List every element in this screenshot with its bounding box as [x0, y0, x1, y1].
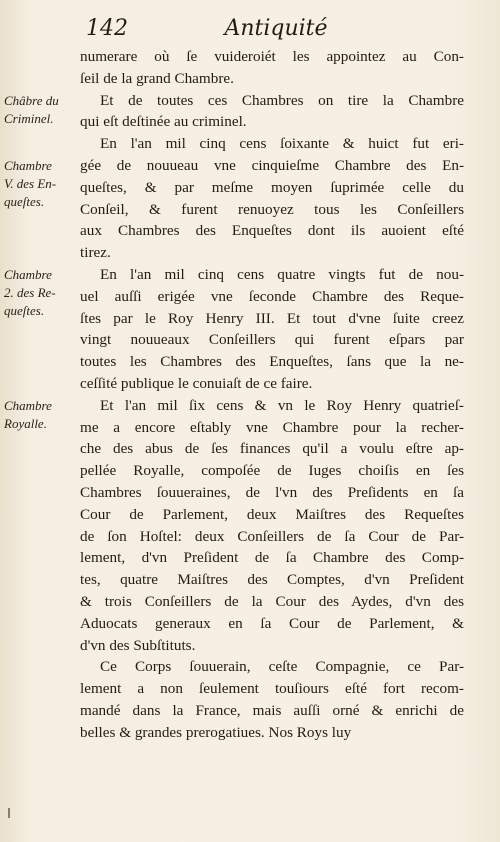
text-line: Conſeil, & furent renuoyez tous les Conſeillers	[80, 200, 464, 218]
text-line: belles & grandes prerogatiues. Nos Roys luy	[80, 723, 352, 741]
margin-note-line: Criminel.	[4, 110, 54, 126]
text-line: Chambres ſouueraines, de l'vn des Preſidents en ſa	[80, 483, 464, 501]
text-line: pellée Royalle, compoſée de Iuges choiſis en ſes	[80, 462, 464, 480]
page-mark	[8, 808, 10, 818]
text-line: gée de nouueau vne cinquieſme Chambre des En-	[80, 156, 464, 174]
margin-note-line: queſtes.	[4, 194, 45, 209]
text-line: ceſſité publique le conuiaſt de ce faire.	[80, 374, 313, 392]
text-line: ſtes par le Roy Henry III. Et tout d'vne ſuite creez	[80, 309, 464, 327]
text-line: me a encore eſtably vne Chambre pour la recher-	[80, 418, 464, 436]
text-line: de ſon Hoſtel: deux Conſeillers de ſa Cour de Par-	[80, 527, 464, 545]
margin-note-line: 2. des Re-	[4, 285, 56, 300]
margin-note-line: Chambre	[4, 267, 52, 282]
margin-note-line: V. des En-	[4, 176, 57, 191]
margin-note-line: Châbre du	[4, 92, 59, 108]
text-line: lement, d'vn Preſident de ſa Chambre des Comp-	[80, 549, 464, 567]
text-line: Ce Corps ſouuerain, ceſte Compagnie, ce Par-	[100, 658, 464, 676]
page-header	[86, 14, 466, 44]
text-line: aux Chambres des Enqueſtes dont ils auoient eſté	[80, 222, 464, 240]
text-line: numerare où ſe vuideroiét les appointez au Con-	[80, 48, 464, 65]
margin-note	[4, 92, 78, 128]
margin-note	[4, 266, 78, 320]
text-line: che des abus de ſes finances qu'il a voulu eſtre ap-	[80, 440, 464, 458]
text-line: lement a non ſeulement touſiours eſté fort recom-	[80, 680, 464, 698]
margin-note-line: Chambre	[4, 397, 52, 413]
text-line: uel auſſi erigée vne ſeconde Chambre des Reque-	[80, 287, 464, 305]
text-line: En l'an mil cinq cens quatre vingts fut de nou-	[100, 265, 464, 283]
text-line: Aduocats generaux en ſa Cour de Parlement, &	[80, 614, 464, 632]
margin-note-line: Royalle.	[4, 415, 47, 431]
text-line: tirez.	[80, 244, 111, 262]
margin-note	[4, 397, 78, 433]
margin-note-line: Chambre	[4, 158, 52, 173]
text-line: ſeil de la grand Chambre.	[80, 69, 234, 87]
page-number: 142	[86, 16, 128, 41]
margin-note-line: queſtes.	[4, 303, 45, 318]
text-line: Et l'an mil ſix cens & vn le Roy Henry quatrieſ-	[100, 396, 464, 414]
running-title: Antiquité	[224, 16, 328, 41]
text-line: En l'an mil cinq cens ſoixante & huict fut eri-	[100, 135, 464, 153]
text-line: toutes les Chambres des Enqueſtes, ſans que la ne-	[80, 353, 464, 371]
text-line: qui eſt deſtinée au criminel.	[80, 113, 247, 131]
text-line: Et de toutes ces Chambres on tire la Chambre	[100, 91, 464, 109]
text-line: queſtes, & par meſme moyen ſuprimée celle du	[80, 178, 464, 196]
text-line: tes, quatre Maiſtres des Comptes, d'vn Preſident	[80, 571, 464, 589]
text-line: mandé dans la France, mais auſſi orné & enrichi de	[80, 701, 464, 719]
text-line: vingt nouueaux Conſeillers qui furent eſpars par	[80, 331, 464, 349]
body-text	[80, 46, 464, 744]
margin-note	[4, 157, 78, 211]
text-line: & trois Conſeillers de la Cour des Aydes, d'vn des	[80, 592, 464, 610]
text-line: Cour de Parlement, deux Maiſtres des Requeſtes	[80, 505, 464, 523]
text-line: d'vn des Subſtituts.	[80, 636, 196, 654]
